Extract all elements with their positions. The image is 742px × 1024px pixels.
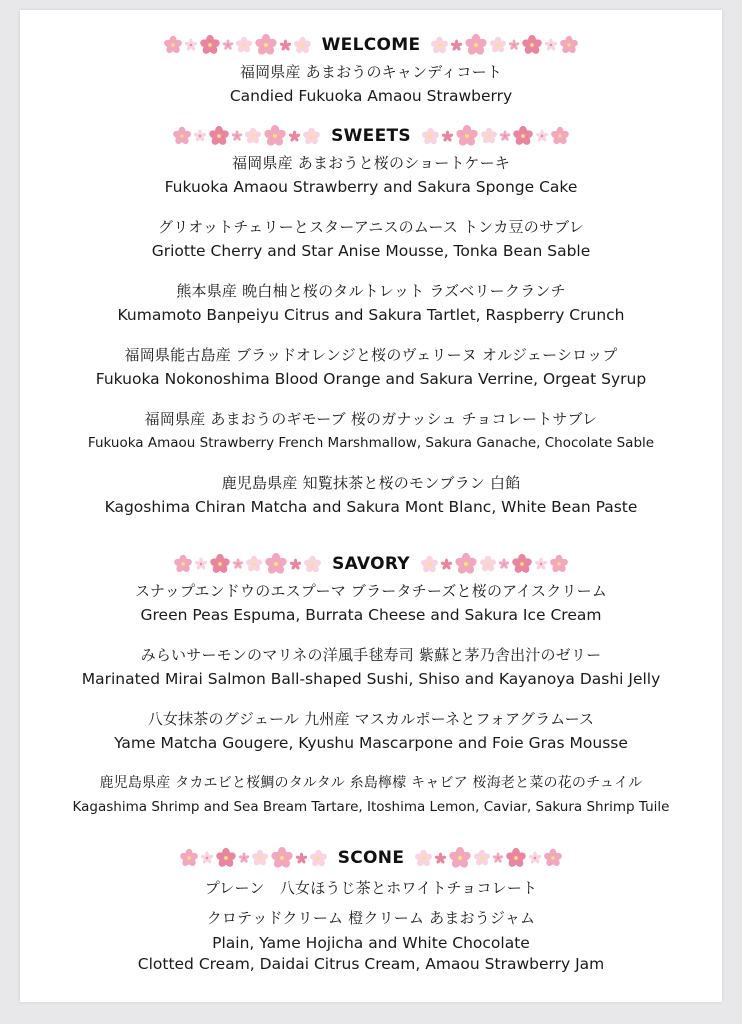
menu-item — [20, 151, 722, 199]
item-english: Marinated Mirai Salmon Ball-shaped Sushi, Shiso and Kayanoya Dashi Jelly — [81, 670, 661, 688]
sakura-right-decoration — [430, 33, 579, 57]
sakura-blossom-icon — [232, 558, 244, 570]
sakura-blossom-icon — [309, 849, 328, 868]
section-scone — [20, 843, 722, 975]
sakura-blossom-icon — [235, 36, 253, 54]
sakura-blossom-icon — [303, 555, 322, 574]
sakura-blossom-icon — [505, 847, 527, 869]
section-welcome — [20, 30, 722, 108]
section-heading: SAVORY — [332, 554, 410, 574]
item-english: Candied Fukuoka Amaou Strawberry — [229, 87, 513, 105]
sakura-blossom-icon — [511, 553, 533, 575]
menu-item — [20, 643, 722, 691]
sakura-blossom-icon — [173, 554, 193, 574]
sakura-blossom-icon — [254, 33, 278, 57]
section-heading: SCONE — [337, 848, 405, 868]
sakura-blossom-icon — [193, 129, 207, 143]
sakura-blossom-icon — [288, 130, 301, 143]
sakura-blossom-icon — [549, 554, 569, 574]
item-japanese: 鹿児島県産 タカエビと桜鯛のタルタル 糸島檸檬 キャビア 桜海老と菜の花のチュイル — [99, 775, 643, 791]
sakura-blossom-icon — [172, 126, 192, 146]
sakura-left-decoration — [173, 552, 322, 576]
sakura-blossom-icon — [421, 127, 440, 146]
sakura-blossom-icon — [293, 36, 312, 55]
sakura-blossom-icon — [473, 849, 491, 867]
sakura-blossom-icon — [430, 36, 449, 55]
sakura-blossom-icon — [245, 555, 263, 573]
menu-item — [20, 707, 722, 755]
sakura-blossom-icon — [492, 852, 504, 864]
menu-page — [20, 10, 722, 1002]
sakura-blossom-icon — [499, 130, 511, 142]
section-banner — [20, 549, 722, 579]
menu-item — [20, 873, 722, 975]
sakura-blossom-icon — [534, 557, 548, 571]
item-japanese-line: クロテッドクリーム 橙クリーム あまおうジャム — [206, 909, 536, 927]
sakura-blossom-icon — [512, 125, 534, 147]
sakura-blossom-icon — [244, 127, 262, 145]
section-banner — [20, 843, 722, 873]
sakura-blossom-icon — [535, 129, 549, 143]
sakura-blossom-icon — [179, 848, 199, 868]
sakura-blossom-icon — [464, 33, 488, 57]
sakura-blossom-icon — [209, 553, 231, 575]
menu-item — [20, 343, 722, 391]
section-savory — [20, 549, 722, 819]
menu-item — [20, 279, 722, 327]
sakura-blossom-icon — [455, 124, 479, 148]
section-sweets — [20, 121, 722, 519]
sakura-blossom-icon — [199, 34, 221, 56]
item-english: Fukuoka Amaou Strawberry French Marshmallow, Sakura Ganache, Chocolate Sable — [87, 435, 655, 451]
sakura-blossom-icon — [480, 127, 498, 145]
sakura-blossom-icon — [208, 125, 230, 147]
sakura-blossom-icon — [448, 846, 472, 870]
item-english: Green Peas Espuma, Burrata Cheese and Sakura Ice Cream — [140, 606, 602, 624]
menu-item — [20, 471, 722, 519]
sakura-blossom-icon — [264, 552, 288, 576]
sakura-blossom-icon — [479, 555, 497, 573]
item-english: Yame Matcha Gougere, Kyushu Mascarpone and Foie Gras Mousse — [114, 734, 628, 752]
sakura-blossom-icon — [489, 36, 507, 54]
section-heading: SWEETS — [331, 126, 411, 146]
sakura-left-decoration — [163, 33, 312, 57]
item-japanese: 鹿児島県産 知覧抹茶と桜のモンブラン 白餡 — [221, 474, 521, 492]
sakura-blossom-icon — [528, 851, 542, 865]
sakura-blossom-icon — [434, 852, 447, 865]
sakura-blossom-icon — [238, 852, 250, 864]
item-english: Kumamoto Banpeiyu Citrus and Sakura Tartlet, Raspberry Crunch — [117, 306, 625, 324]
item-japanese: 八女抹茶のグジェール 九州産 マスカルポーネとフォアグラムース — [147, 710, 595, 728]
sakura-blossom-icon — [222, 39, 234, 51]
sakura-blossom-icon — [279, 39, 292, 52]
item-english-line: Clotted Cream, Daidai Citrus Cream, Amaou Strawberry Jam — [137, 955, 605, 973]
item-english-line: Plain, Yame Hojicha and White Chocolate — [212, 934, 530, 952]
sakura-blossom-icon — [251, 849, 269, 867]
sakura-right-decoration — [414, 846, 563, 870]
sakura-blossom-icon — [414, 849, 433, 868]
menu-item — [20, 407, 722, 455]
section-banner — [20, 30, 722, 60]
sakura-blossom-icon — [215, 847, 237, 869]
item-japanese: 熊本県産 晩白柚と桜のタルトレット ラズベリークランチ — [176, 282, 566, 300]
item-japanese: 福岡県産 あまおうのギモーブ 桜のガナッシュ チョコレートサブレ — [144, 410, 598, 428]
item-japanese: みらいサーモンのマリネの洋風手毬寿司 紫蘇と茅乃舎出汁のゼリー — [140, 646, 602, 664]
sakura-blossom-icon — [544, 38, 558, 52]
sakura-blossom-icon — [450, 39, 463, 52]
item-japanese: 福岡県産 あまおうと桜のショートケーキ — [232, 154, 510, 172]
sakura-blossom-icon — [295, 852, 308, 865]
item-english: Kagashima Shrimp and Sea Bream Tartare, Itoshima Lemon, Caviar, Sakura Shrimp Tuile — [72, 799, 670, 815]
menu-item — [20, 579, 722, 627]
sakura-blossom-icon — [231, 130, 243, 142]
sakura-blossom-icon — [163, 35, 183, 55]
sakura-blossom-icon — [184, 38, 198, 52]
sakura-blossom-icon — [270, 846, 294, 870]
item-english: Kagoshima Chiran Matcha and Sakura Mont Blanc, White Bean Paste — [104, 498, 638, 516]
sakura-blossom-icon — [441, 130, 454, 143]
item-japanese: 福岡県能古島産 ブラッドオレンジと桜のヴェリーヌ オルジェーシロップ — [124, 346, 618, 364]
item-english: Fukuoka Amaou Strawberry and Sakura Sponge Cake — [164, 178, 578, 196]
sakura-blossom-icon — [194, 557, 208, 571]
sakura-blossom-icon — [498, 558, 510, 570]
menu-item — [20, 60, 722, 108]
sakura-blossom-icon — [454, 552, 478, 576]
sakura-left-decoration — [179, 846, 328, 870]
sakura-blossom-icon — [550, 126, 570, 146]
menu-item — [20, 771, 722, 819]
menu-item — [20, 215, 722, 263]
sakura-blossom-icon — [420, 555, 439, 574]
section-heading: WELCOME — [321, 35, 421, 55]
sakura-right-decoration — [420, 552, 569, 576]
sakura-blossom-icon — [508, 39, 520, 51]
section-banner — [20, 121, 722, 151]
item-japanese: 福岡県産 あまおうのキャンディコート — [239, 63, 503, 81]
item-japanese-line: プレーン 八女ほうじ茶とホワイトチョコレート — [204, 879, 538, 897]
sakura-blossom-icon — [521, 34, 543, 56]
item-english: Griotte Cherry and Star Anise Mousse, Tonka Bean Sable — [151, 242, 591, 260]
sakura-blossom-icon — [302, 127, 321, 146]
sakura-blossom-icon — [440, 558, 453, 571]
sakura-right-decoration — [421, 124, 570, 148]
sakura-left-decoration — [172, 124, 321, 148]
item-english: Fukuoka Nokonoshima Blood Orange and Sakura Verrine, Orgeat Syrup — [95, 370, 647, 388]
item-japanese: グリオットチェリーとスターアニスのムース トンカ豆のサブレ — [158, 218, 584, 236]
sakura-blossom-icon — [289, 558, 302, 571]
sakura-blossom-icon — [543, 848, 563, 868]
item-japanese: スナップエンドウのエスプーマ ブラータチーズと桜のアイスクリーム — [134, 582, 608, 600]
sakura-blossom-icon — [263, 124, 287, 148]
sakura-blossom-icon — [559, 35, 579, 55]
sakura-blossom-icon — [200, 851, 214, 865]
